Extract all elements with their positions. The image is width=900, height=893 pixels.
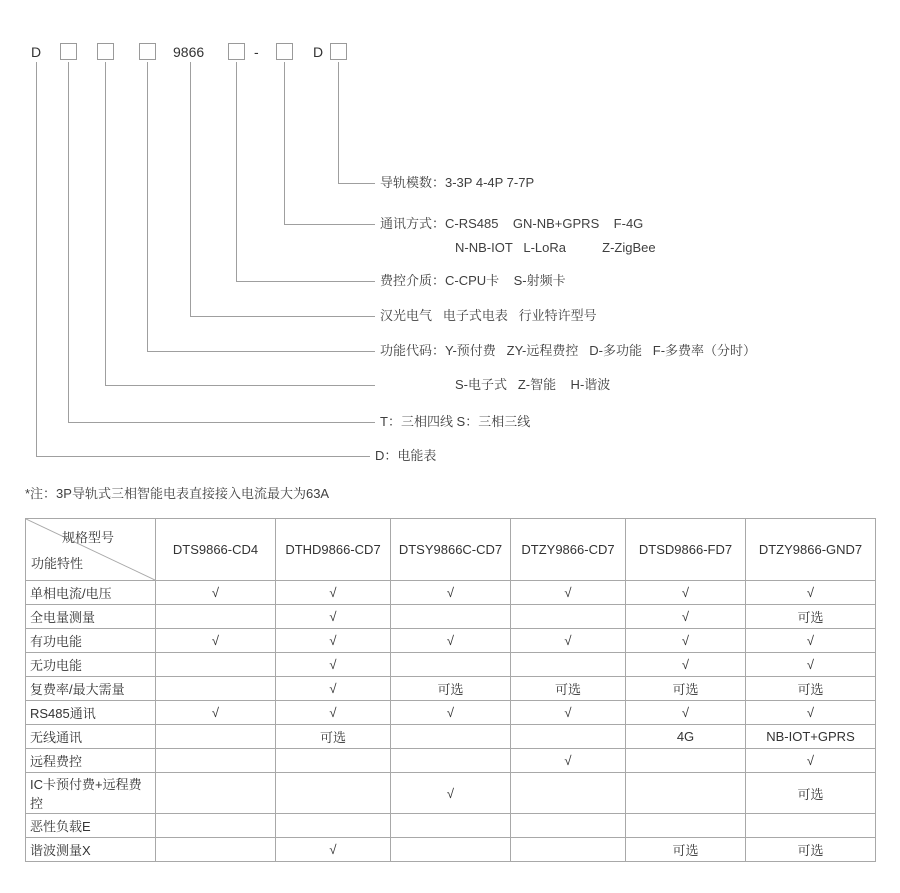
- table-row: [26, 725, 876, 749]
- feature-value: [391, 749, 511, 773]
- feature-value: [511, 814, 626, 838]
- model-code-number: 9866: [173, 44, 205, 60]
- label-type-szh: S-电子式 Z-智能 H-谐波: [455, 377, 611, 392]
- feature-value: 可选: [511, 677, 626, 701]
- table-row: [26, 581, 876, 605]
- feature-name: RS485通讯: [26, 701, 156, 725]
- feature-name: 无线通讯: [26, 725, 156, 749]
- table-row: [26, 749, 876, 773]
- feature-value: 可选: [276, 725, 391, 749]
- feature-value: √: [276, 605, 391, 629]
- feature-value: [156, 749, 276, 773]
- connector-line: [284, 224, 375, 225]
- table-header-row: [26, 519, 876, 581]
- feature-value: √: [276, 677, 391, 701]
- feature-value: [391, 814, 511, 838]
- feature-name: 远程费控: [26, 749, 156, 773]
- feature-value: [156, 653, 276, 677]
- feature-value: √: [626, 653, 746, 677]
- connector-line: [147, 351, 375, 352]
- feature-value: √: [511, 581, 626, 605]
- feature-value: [391, 605, 511, 629]
- connector-line: [284, 62, 285, 224]
- feature-value: [626, 773, 746, 814]
- feature-name: 恶性负载E: [26, 814, 156, 838]
- feature-value: √: [746, 701, 876, 725]
- feature-value: [391, 725, 511, 749]
- table-row: [26, 773, 876, 814]
- table-row: [26, 814, 876, 838]
- feature-value: [391, 838, 511, 862]
- model-code-box-phase: [60, 43, 77, 60]
- feature-name: 复费率/最大需量: [26, 677, 156, 701]
- column-header: DTS9866-CD4: [156, 519, 276, 581]
- feature-name: 谐波测量X: [26, 838, 156, 862]
- label-meter: D：电能表: [375, 448, 437, 463]
- feature-value: [746, 814, 876, 838]
- table-row: [26, 653, 876, 677]
- table-row: [26, 701, 876, 725]
- label-fee-medium: 费控介质：C-CPU卡 S-射频卡: [380, 273, 566, 288]
- label-brand: 汉光电气 电子式电表 行业特许型号: [380, 308, 597, 323]
- connector-line: [338, 183, 375, 184]
- feature-name: IC卡预付费+远程费控: [26, 773, 156, 814]
- connector-line: [105, 62, 106, 385]
- feature-value: 可选: [626, 838, 746, 862]
- feature-value: [156, 725, 276, 749]
- note-text: *注：3P导轨式三相智能电表直接接入电流最大为63A: [25, 486, 330, 501]
- feature-value: √: [276, 838, 391, 862]
- feature-value: 可选: [746, 773, 876, 814]
- feature-value: √: [276, 701, 391, 725]
- spec-table: [25, 518, 876, 862]
- connector-line: [68, 62, 69, 422]
- connector-line: [36, 456, 370, 457]
- feature-value: [156, 773, 276, 814]
- feature-value: √: [391, 773, 511, 814]
- connector-line: [147, 62, 148, 351]
- column-header: DTSY9866C-CD7: [391, 519, 511, 581]
- feature-value: √: [626, 605, 746, 629]
- feature-value: √: [391, 701, 511, 725]
- column-header: DTZY9866-CD7: [511, 519, 626, 581]
- feature-value: √: [276, 629, 391, 653]
- table-row: [26, 629, 876, 653]
- model-code-box-rail: [330, 43, 347, 60]
- feature-value: 可选: [746, 605, 876, 629]
- feature-value: √: [511, 629, 626, 653]
- model-code-box-comm: [276, 43, 293, 60]
- feature-value: [156, 838, 276, 862]
- model-code-letter-d: D: [31, 44, 42, 60]
- feature-value: [511, 838, 626, 862]
- feature-value: 可选: [746, 838, 876, 862]
- header-spec-model: 规格型号: [62, 530, 115, 545]
- feature-value: √: [746, 629, 876, 653]
- feature-value: √: [391, 629, 511, 653]
- label-rail-modules: 导轨模数：3-3P 4-4P 7-7P: [380, 175, 535, 190]
- connector-line: [236, 281, 375, 282]
- model-code-box-fee: [228, 43, 245, 60]
- feature-value: √: [156, 701, 276, 725]
- feature-value: 4G: [626, 725, 746, 749]
- connector-line: [36, 62, 37, 456]
- connector-line: [236, 62, 237, 281]
- table-row: [26, 605, 876, 629]
- feature-value: 可选: [391, 677, 511, 701]
- feature-value: [626, 749, 746, 773]
- feature-value: √: [746, 749, 876, 773]
- label-comm-line1: 通讯方式：C-RS485 GN-NB+GPRS F-4G: [380, 216, 644, 231]
- feature-value: [276, 814, 391, 838]
- label-phase: T：三相四线 S：三相三线: [380, 414, 531, 429]
- feature-value: √: [746, 581, 876, 605]
- label-comm-line2: N-NB-IOT L-LoRa Z-ZigBee: [455, 240, 656, 255]
- feature-value: [276, 773, 391, 814]
- feature-value: [156, 605, 276, 629]
- spec-table-grid: [25, 518, 876, 862]
- connector-line: [190, 62, 191, 316]
- feature-value: √: [511, 749, 626, 773]
- feature-value: √: [276, 653, 391, 677]
- model-code-box-function: [139, 43, 156, 60]
- column-header: DTSD9866-FD7: [626, 519, 746, 581]
- table-body: [26, 581, 876, 862]
- feature-value: √: [626, 701, 746, 725]
- connector-line: [68, 422, 375, 423]
- feature-value: [626, 814, 746, 838]
- model-code-dash: -: [254, 44, 259, 60]
- feature-value: [156, 677, 276, 701]
- feature-value: [511, 605, 626, 629]
- feature-value: [391, 653, 511, 677]
- feature-value: 可选: [746, 677, 876, 701]
- connector-line: [190, 316, 375, 317]
- feature-name: 有功电能: [26, 629, 156, 653]
- connector-line: [338, 62, 339, 183]
- model-code-box-type: [97, 43, 114, 60]
- feature-value: [511, 725, 626, 749]
- feature-value: [511, 773, 626, 814]
- feature-value: √: [156, 581, 276, 605]
- feature-value: [276, 749, 391, 773]
- feature-value: √: [391, 581, 511, 605]
- table-row: [26, 838, 876, 862]
- feature-value: √: [511, 701, 626, 725]
- feature-value: √: [156, 629, 276, 653]
- feature-value: 可选: [626, 677, 746, 701]
- column-header: DTZY9866-GND7: [746, 519, 876, 581]
- column-header: DTHD9866-CD7: [276, 519, 391, 581]
- header-feature: 功能特性: [31, 556, 84, 571]
- feature-name: 全电量测量: [26, 605, 156, 629]
- feature-value: √: [276, 581, 391, 605]
- diagonal-header-cell: [26, 519, 156, 581]
- feature-value: √: [626, 629, 746, 653]
- feature-value: NB-IOT+GPRS: [746, 725, 876, 749]
- model-code-letter-d2: D: [313, 44, 324, 60]
- feature-value: √: [626, 581, 746, 605]
- feature-name: 无功电能: [26, 653, 156, 677]
- feature-name: 单相电流/电压: [26, 581, 156, 605]
- feature-value: [156, 814, 276, 838]
- connector-line: [105, 385, 375, 386]
- table-row: [26, 677, 876, 701]
- feature-value: √: [746, 653, 876, 677]
- feature-value: [511, 653, 626, 677]
- label-function-code: 功能代码：Y-预付费 ZY-远程费控 D-多功能 F-多费率（分时）: [380, 343, 757, 358]
